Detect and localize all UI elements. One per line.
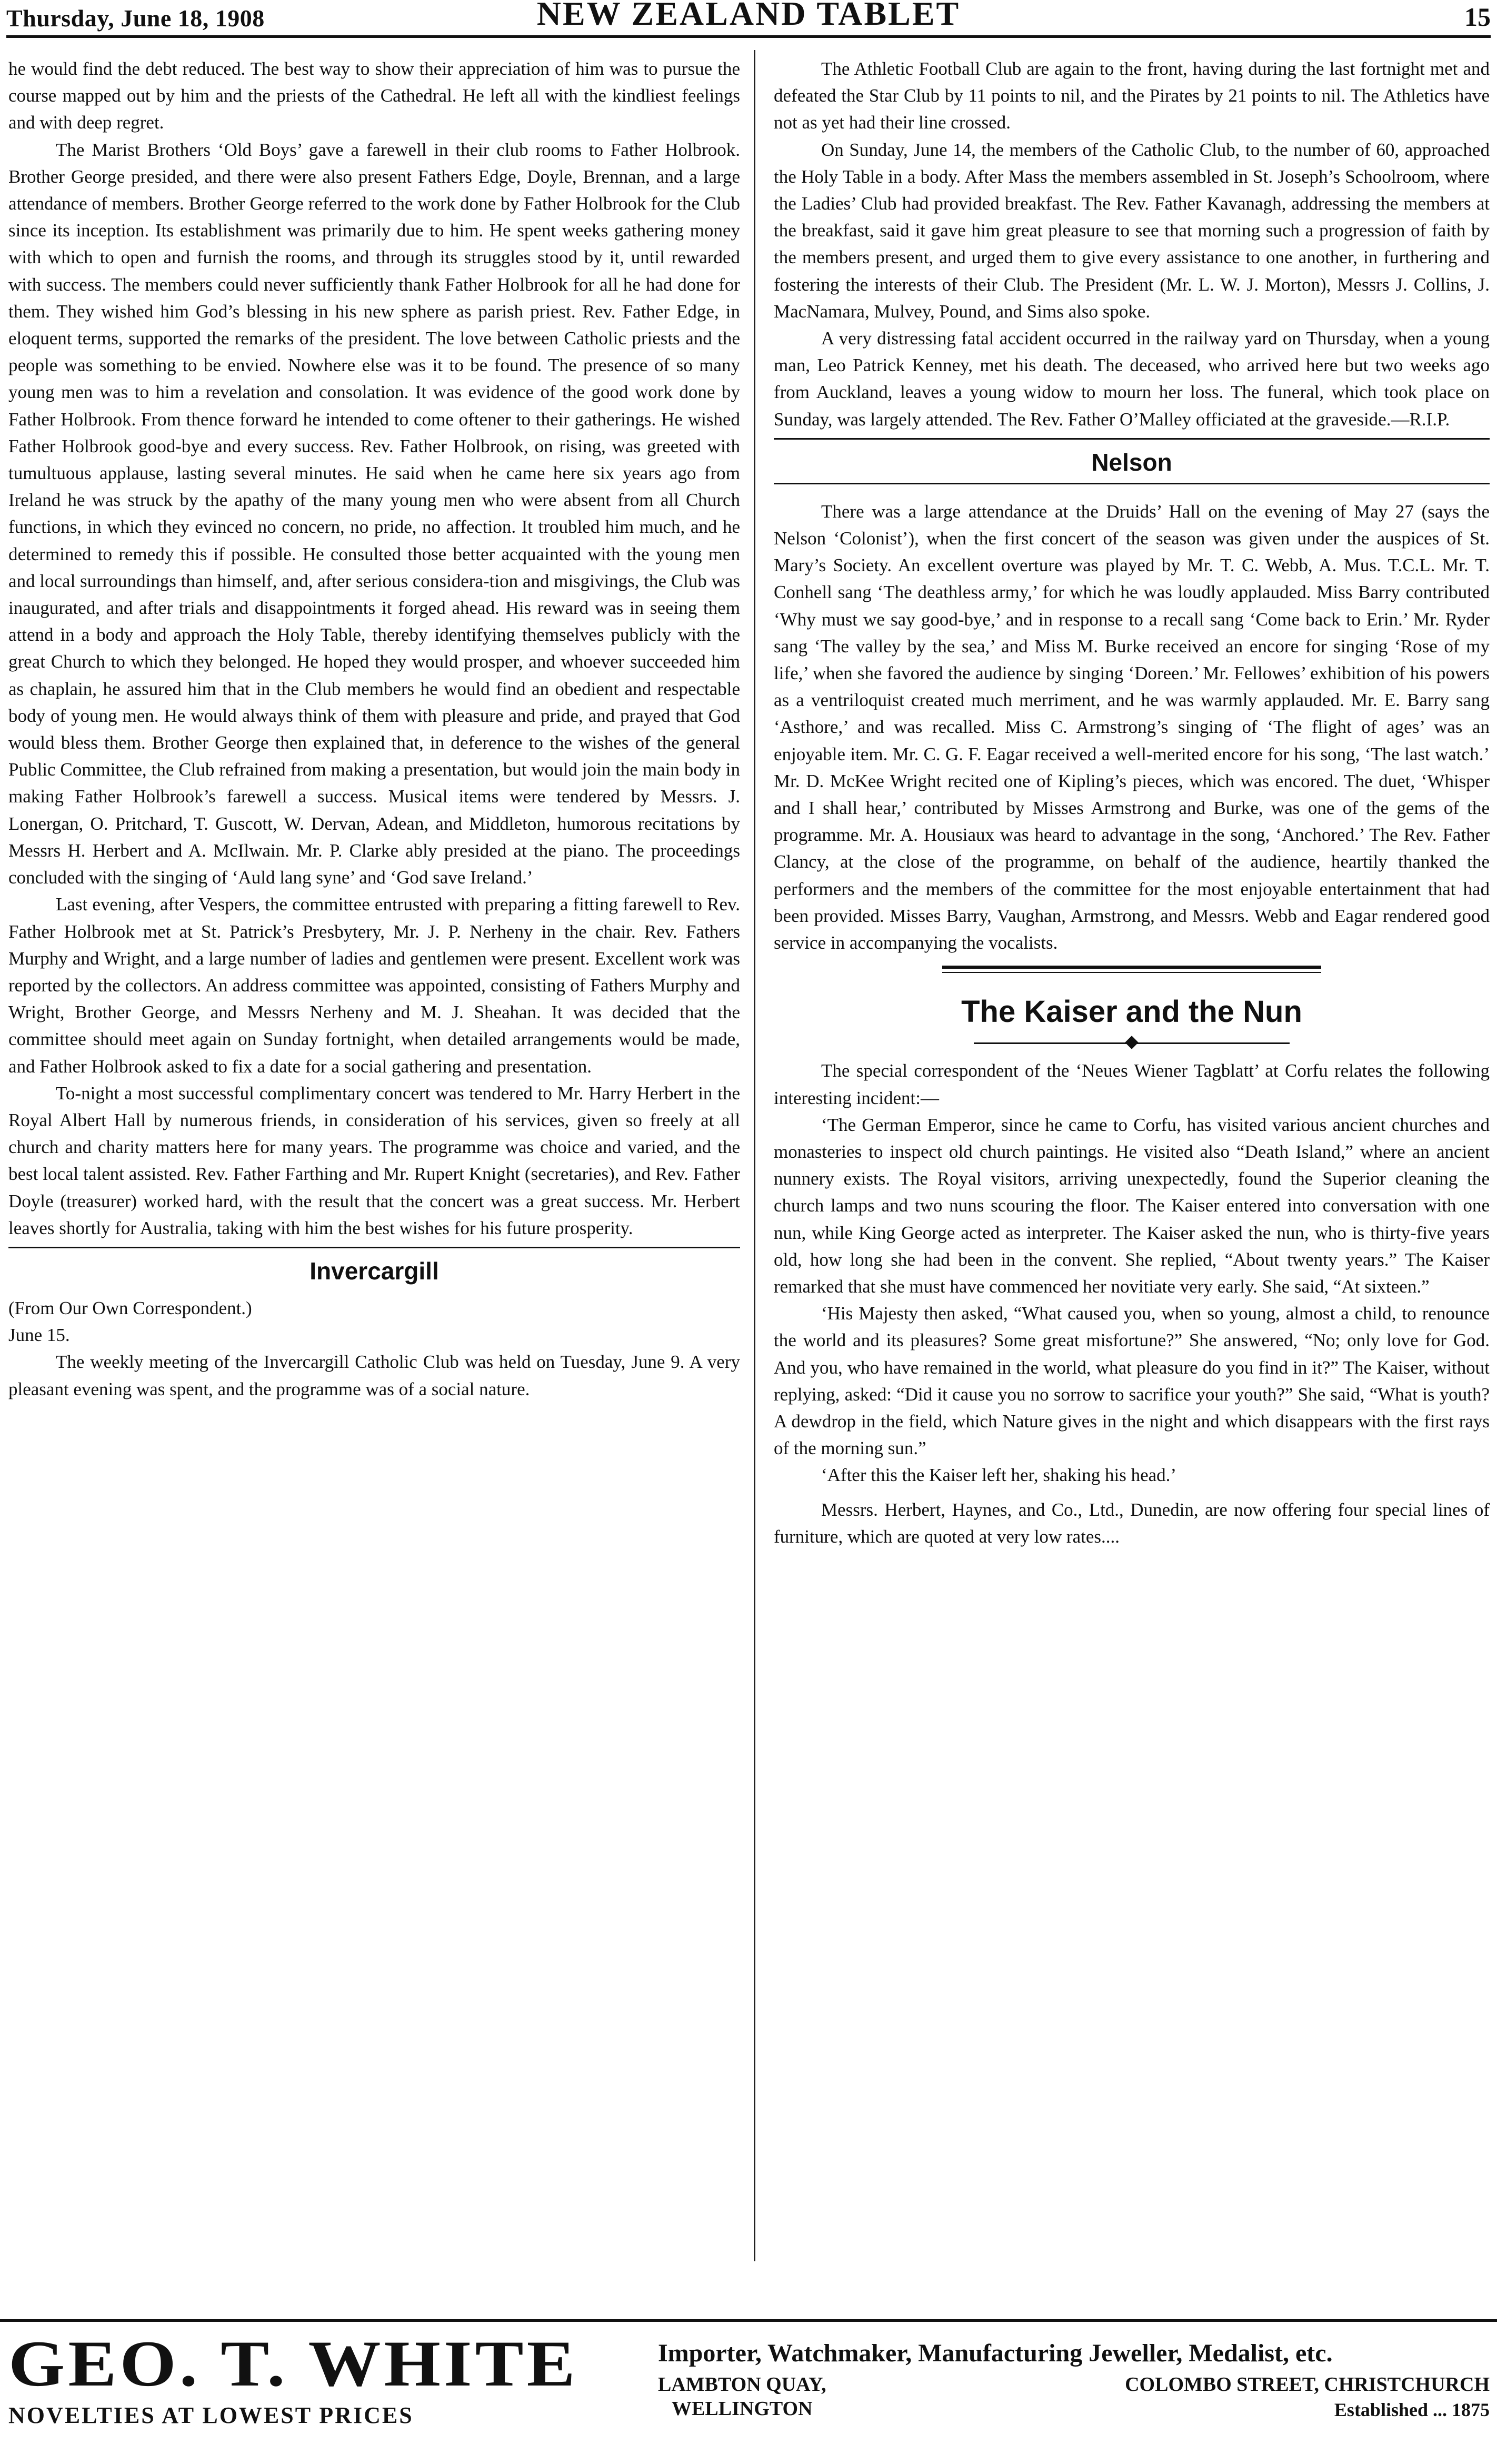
article-paragraph: ‘After this the Kaiser left her, shaking his head.’ — [821, 1465, 1177, 1486]
page-number: 15 — [1464, 2, 1491, 32]
dateline: June 15. — [8, 1325, 70, 1346]
section-rule — [774, 438, 1490, 440]
article-paragraph: he would find the debt reduced. The best way to show their appreciation of him was to pursue the course mapped out by him and the priests of the Cathedral. He left all with the kindliest feelings and with deep regret. — [8, 58, 740, 133]
article-paragraph: Last evening, after Vespers, the committee entrusted with preparing a fitting farewell to Rev. Father Holbrook met at St. Patrick’s Presbytery, Mr. J. P. Nerheny in the chair. Rev. Fathers Murphy and Wright, and a large number of ladies and gentlemen were present. Excellent work was reported by the collectors. An address committee was appointed, consisting of Fathers Murphy and Wright, Brother George, and Messrs Nerheny and M. J. Sheahan. It was decided that the committee should meet again on Sunday fortnight, when detailed arrangements would be made, and Father Holbrook asked to fix a date for a social gathering and presentation. — [8, 894, 740, 1077]
established-year: Established ... 1875 — [1334, 2399, 1490, 2420]
section-rule — [8, 1247, 740, 1248]
advertiser-services: Importer, Watchmaker, Manufacturing Jeweller, Medalist, etc. — [658, 2339, 1333, 2367]
section-separator — [942, 972, 1321, 973]
section-rule — [774, 483, 1490, 484]
section-heading-kaiser: The Kaiser and the Nun — [961, 995, 1302, 1029]
diamond-ornament-icon — [1125, 1036, 1138, 1049]
article-paragraph: Messrs. Herbert, Haynes, and Co., Ltd., Dunedin, are now offering four special lines of furniture, which are quoted at very low rates.... — [774, 1499, 1490, 1547]
issue-date: Thursday, June 18, 1908 — [6, 5, 265, 32]
advertiser-addresses — [658, 2372, 1490, 2422]
advertiser-logo — [8, 2328, 630, 2429]
advertiser-details — [658, 2338, 1490, 2422]
article-paragraph: There was a large attendance at the Druids’ Hall on the evening of May 27 (says the Nelson ‘Colonist’), when the first concert of the season was given under the auspices of St. Mary’s Society. An excellent overture was played by Mr. T. C. Webb, A. Mus. T.C.L. Mr. T. Conhell sang ‘The deathless army,’ for which he was loudly applauded. Miss Barry contributed ‘Why must we say good-bye,’ and in response to a recall sang ‘Come back to Erin.’ Mr. Ryder sang ‘The valley by the sea,’ and Miss M. Burke received an encore for singing ‘Rose of my life,’ when she favored the audience by singing ‘Doreen.’ Mr. Fellowes’ exhibition of his powers as a ventriloquist created much merriment, and he was warmly applauded. Mr. E. Barry sang ‘Asthore,’ and was recalled. Miss C. Armstrong’s singing of ‘The flight of ages’ was an enjoyable item. Mr. C. G. F. Eagar received a well-merited encore for his song, ‘The last watch.’ Mr. D. McKee Wright recited one of Kipling’s pieces, which was encored. The duet, ‘Whisper and I shall hear,’ contributed by Misses Armstrong and Burke, was one of the gems of the programme. Mr. A. Housiaux was heard to advantage in the song, ‘Anchored.’ The Rev. Father Clancy, at the close of the programme, on behalf of the audience, heartily thanked the performers and the members of the committee for the most enjoyable entertainment that had been provided. Misses Barry, Vaughan, Armstrong, and Messrs. Webb and Eagar rendered good service in accompanying the vocalists. — [774, 501, 1490, 953]
byline: (From Our Own Correspondent.) — [8, 1297, 252, 1318]
section-heading-invercargill: Invercargill — [310, 1257, 439, 1285]
article-paragraph: The Marist Brothers ‘Old Boys’ gave a farewell in their club rooms to Father Holbrook. Brother George presided, and there were also present Fathers Edge, Doyle, Brennan, and a large attendance of members. Brother George referred to the work done by Father Holbrook for the Club since its inception. Its establishment was primarily due to him. He spent weeks gathering money with which to open and furnish the rooms, and through its struggles stood by it, until rewarded with success. The members could never sufficiently thank Father Holbrook for all he had done for them. They wished him God’s blessing in his new sphere as parish priest. Rev. Father Edge, in eloquent terms, supported the remarks of the president. The love between Catholic priests and the people was something to be envied. Nowhere else was it to be found. The presence of so many young men was to him a revelation and consolation. It was evidence of the good work done by Father Holbrook. From thence forward he intended to come oftener to their gatherings. He wished Father Holbrook good-bye and every success. Rev. Father Holbrook, on rising, was greeted with tumultuous applause, lasting several minutes. He said when he came here six years ago from Ireland he was struck by the apathy of the many young men who were absent from all Church functions, in which they evinced no concern, no pride, no affection. It troubled him much, and he determined to remedy this if possible. He consulted those better acquainted with the young men and local surroundings than himself, and, after serious considera-tion and misgivings, the Club was inaugurated, and after trials and disappointments it forged ahead. His reward was in seeing them attend in a body and approach the Holy Table, thereby identifying themselves publicly with the great Church to which they belonged. He hoped they would prosper, and whoever succeeded him as chaplain, he assured him that in the Club members he would find an obedient and respectable body of young men. He would always think of them with pleasure and pride, and prayed that God would bless them. Brother George then explained that, in deference to the wishes of the general Public Committee, the Club refrained from making a presentation, but would join the main body in making Father Holbrook’s farewell a success. Musical items were tendered by Messrs. J. Lonergan, O. Pritchard, T. Guscott, W. Dervan, Adean, and Middleton, humorous recitations by Messrs H. Herbert and A. McIlwain. Mr. P. Clarke ably presided at the piano. The proceedings concluded with the singing of ‘Auld lang syne’ and ‘God save Ireland.’ — [8, 139, 741, 888]
article-paragraph: The Athletic Football Club are again to the front, having during the last fortnight met and defeated the Star Club by 11 points to nil, and the Pirates by 21 points to nil. The Athletics have not as yet had their line crossed. — [774, 58, 1490, 133]
article-paragraph: The special correspondent of the ‘Neues Wiener Tagblatt’ at Corfu relates the following interesting incident:— — [774, 1060, 1490, 1108]
advertiser-name: GEO. T. WHITE — [8, 2327, 578, 2400]
footer-advertisement — [0, 2319, 1497, 2464]
address-wellington: LAMBTON QUAY, WELLINGTON — [658, 2373, 826, 2420]
article-paragraph: ‘His Majesty then asked, “What caused you, when so young, almost a child, to renounce the world and its pleasures? Some great misfortune?” She answered, “No; only love for God. And you, who have remained in the world, what pleasure do you find in it?” The Kaiser, without replying, asked: “Did it cause you no sorrow to sacrifice your youth?” She said, “What is youth? A dewdrop in the field, which Nature gives in the night and which disappears with the first rays of the morning sun.” — [774, 1303, 1490, 1459]
article-paragraph: ‘The German Emperor, since he came to Corfu, has visited various ancient churches and monasteries to inspect old church paintings. He visited also “Death Island,” where an ancient nunnery exists. The Royal visitors, arriving unexpectedly, found the Superior cleaning the church lamps and two nuns scouring the floor. The Kaiser entered into conversation with one nun, while King George acted as interpreter. The Kaiser asked the nun, who is thirty-five years old, how long she had been in the convent. She replied, “About twenty years.” The Kaiser remarked that she must have commenced her novitiate very early. She said, “At sixteen.” — [774, 1114, 1490, 1297]
article-paragraph: On Sunday, June 14, the members of the Catholic Club, to the number of 60, approached the Holy Table in a body. After Mass the members assembled in St. Joseph’s Schoolroom, where the Ladies’ Club had provided breakfast. The Rev. Father Kavanagh, addressing the members at the breakfast, said it gave him great pleasure to see that morning such a progression of faith by the members present, and urged them to give every assistance to one another, in furthering and fostering the interests of their Club. The President (Mr. L. W. J. Morton), Messrs J. Collins, J. MacNamara, Mulvey, Pound, and Sims also spoke. — [774, 139, 1490, 322]
masthead — [6, 0, 1491, 38]
right-column — [774, 55, 1490, 2214]
section-separator — [942, 966, 1321, 969]
section-heading-nelson: Nelson — [1091, 448, 1172, 476]
article-paragraph: The weekly meeting of the Invercargill Catholic Club was held on Tuesday, June 9. A very pleasant evening was spent, and the programme was of a social nature. — [8, 1352, 740, 1399]
column-divider — [754, 50, 755, 2261]
advertiser-tagline: NOVELTIES AT LOWEST PRICES — [8, 2402, 414, 2428]
article-paragraph: To-night a most successful complimentary concert was tendered to Mr. Harry Herbert in the Royal Albert Hall by numerous friends, in consideration of his services, given so freely at all church and charity matters here for many years. The programme was choice and varied, and the best local talent assisted. Rev. Father Farthing and Mr. Rupert Knight (secretaries), and Rev. Father Doyle (treasurer) worked hard, with the result that the concert was a great success. Mr. Herbert leaves shortly for Australia, taking with him the best wishes for his future prosperity. — [8, 1082, 740, 1238]
article-paragraph: A very distressing fatal accident occurred in the railway yard on Thursday, when a young man, Leo Patrick Kenney, met his death. The deceased, who arrived here but two weeks ago from Auckland, leaves a young widow to mourn her loss. The funeral, which took place on Sunday, was largely attended. The Rev. Father O’Malley officiated at the graveside.—R.I.P. — [774, 328, 1490, 430]
ornamental-rule — [974, 1036, 1290, 1050]
newspaper-title: NEW ZEALAND TABLET — [536, 0, 961, 32]
left-column — [8, 55, 740, 2214]
address-christchurch: COLOMBO STREET, CHRISTCHURCH Established ... 1875 — [1125, 2372, 1490, 2422]
